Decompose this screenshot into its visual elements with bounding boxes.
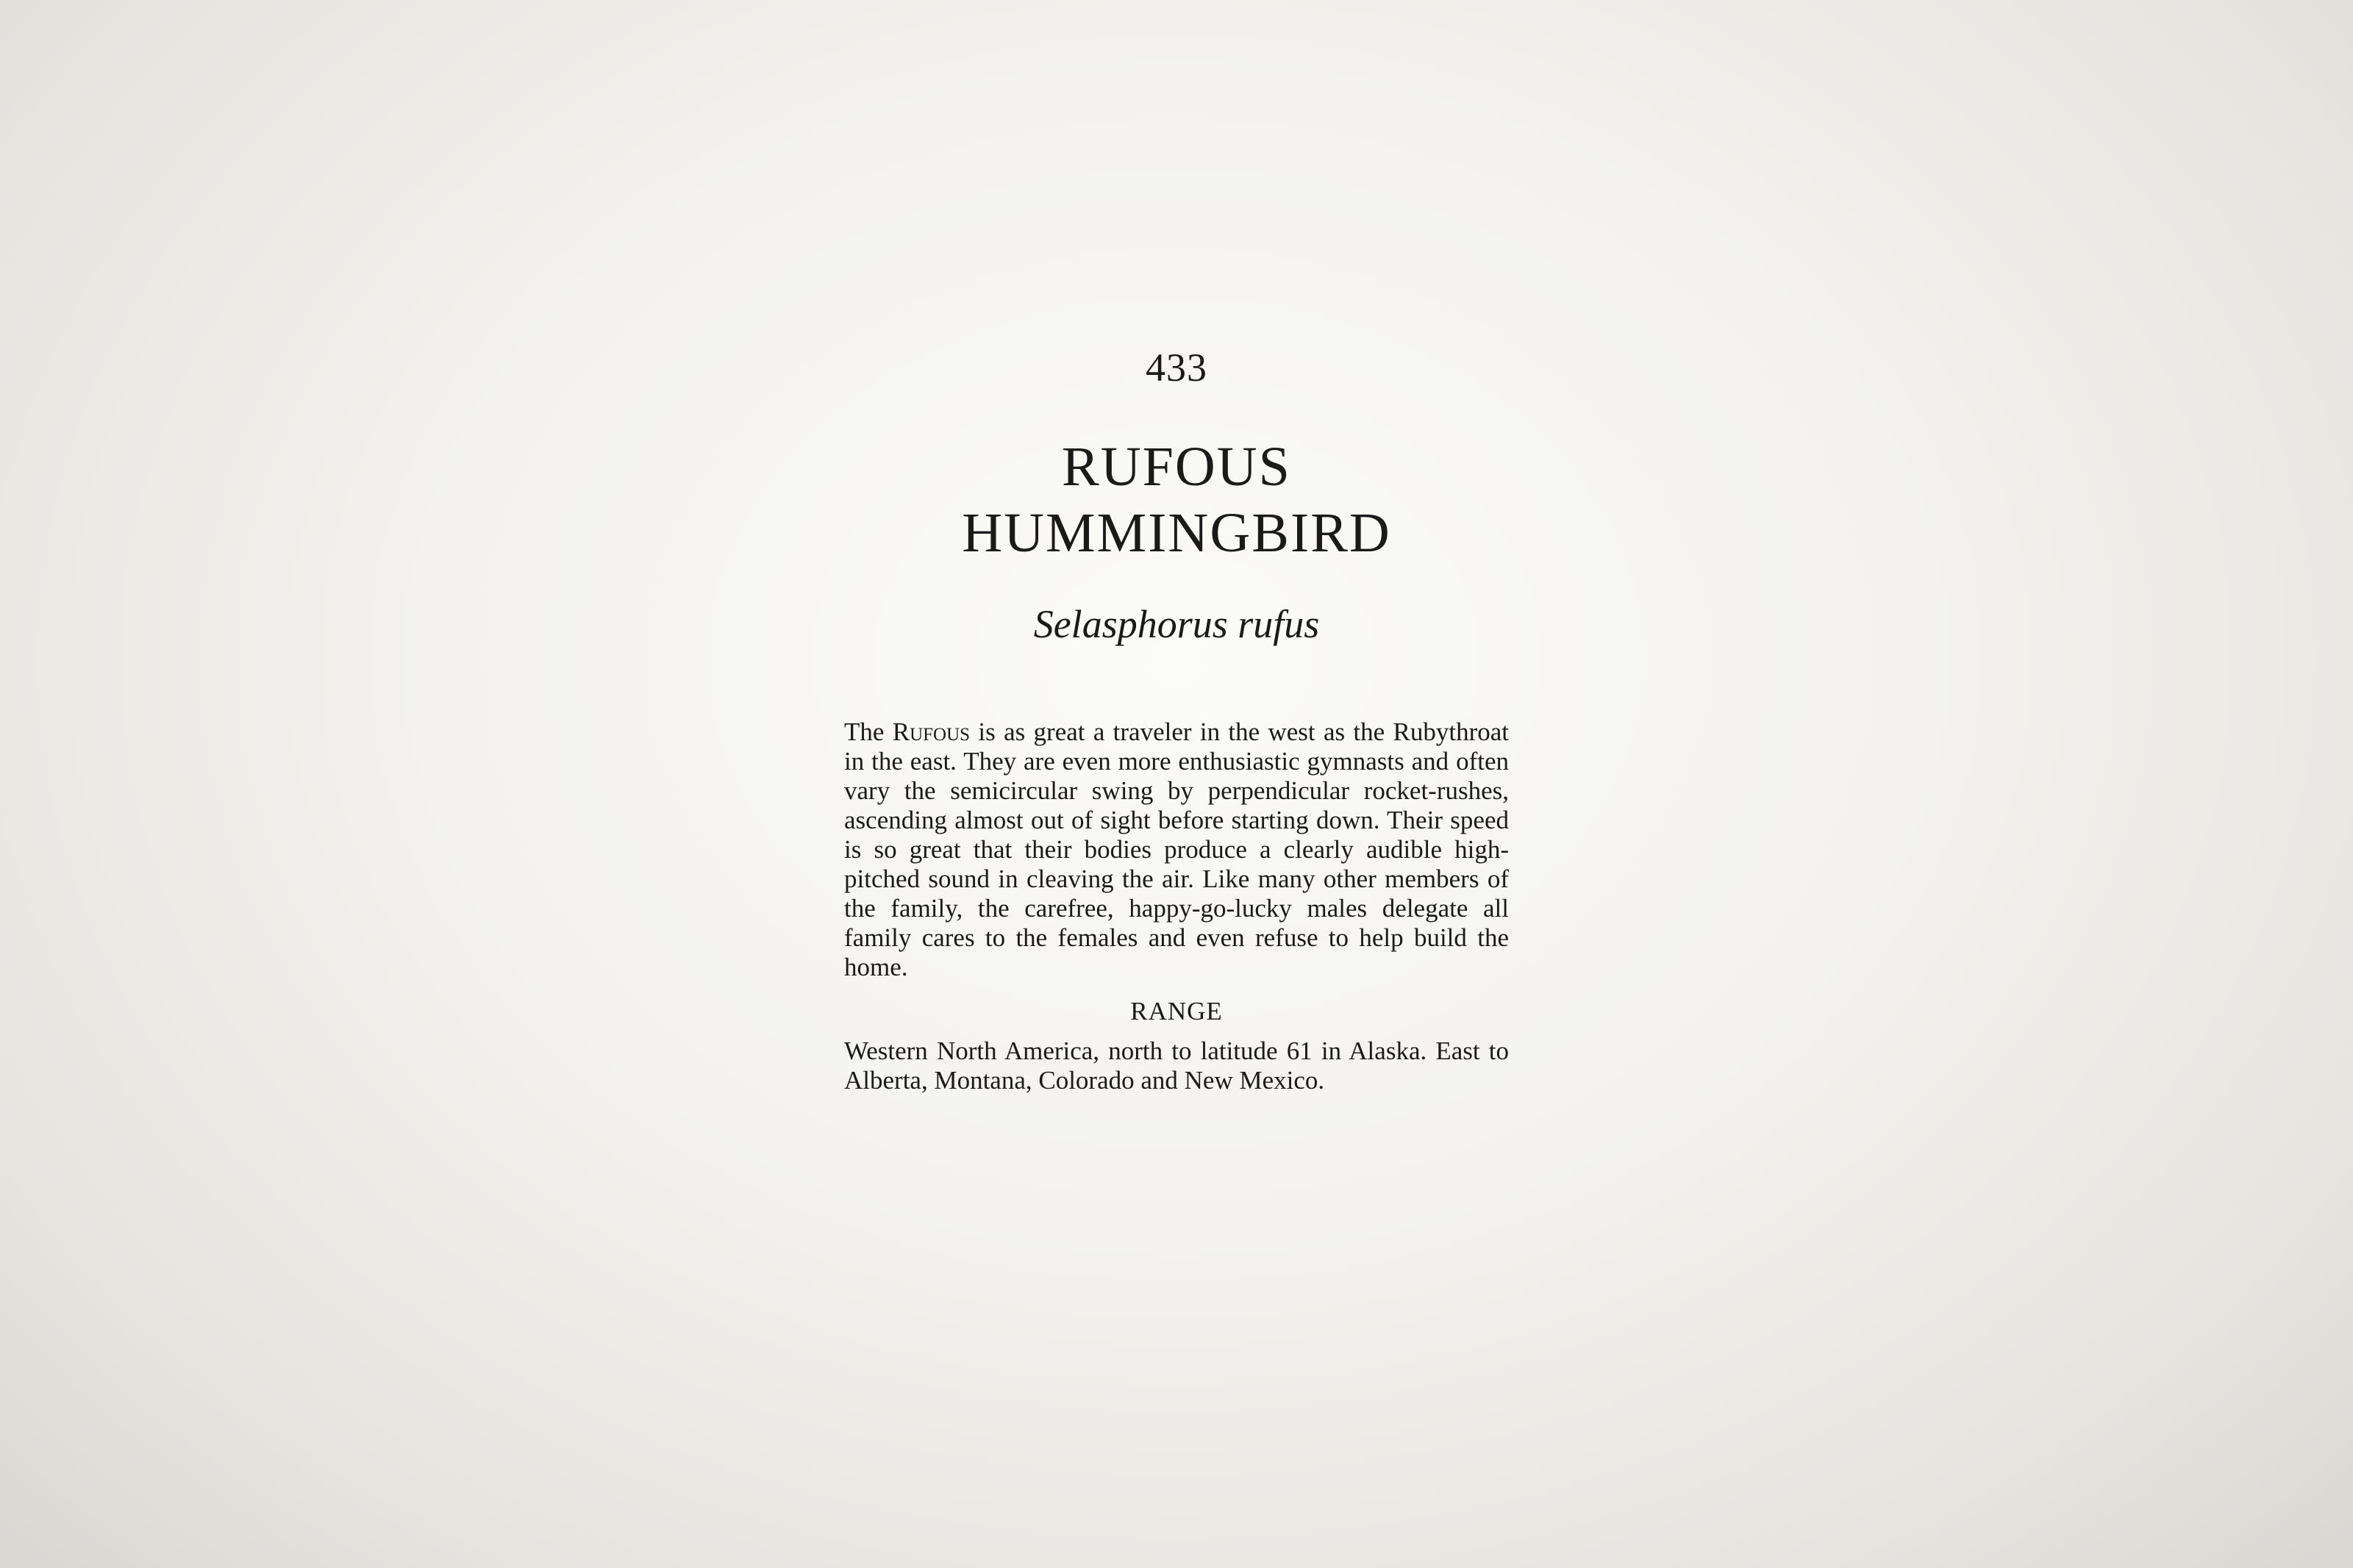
scientific-name: Selasphorus rufus <box>1033 602 1320 646</box>
page-number: 433 <box>1146 346 1207 390</box>
range-heading: RANGE <box>1130 997 1223 1025</box>
description-paragraph <box>844 717 1509 982</box>
description-lead: The <box>844 717 893 746</box>
description-species-name: Rufous <box>892 717 971 746</box>
description-body: is as great a traveler in the west as the Rubythroat in the east. They are even more enthusiastic gymnasts and often vary the semicircular swing by perpendicular rocket-rushes, ascending almost out of sight before starting down. Their speed is so great that their bodies produce a clearly audible high-pitched sound in cleaving the air. Like many other members of the family, the carefree, happy-go-lucky males delegate all family cares to the females and even refuse to help build the home. <box>844 717 1509 981</box>
range-text: Western North America, north to latitude 61 in Alaska. East to Alberta, Montana, Colorado and New Mexico. <box>844 1037 1509 1095</box>
document-page <box>844 338 1509 1095</box>
page-title: RUFOUS HUMMINGBIRD <box>962 436 1391 564</box>
